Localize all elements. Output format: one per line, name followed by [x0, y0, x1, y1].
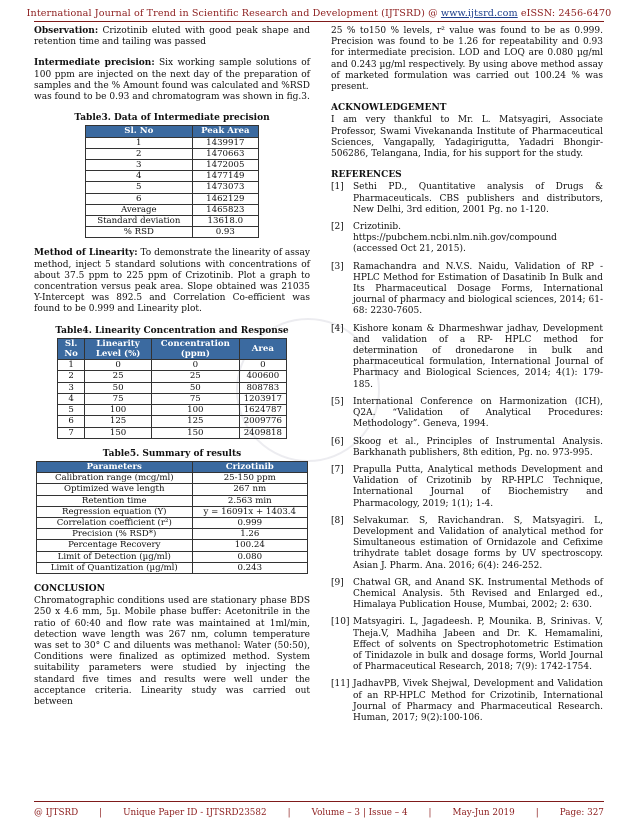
table-row [58, 416, 287, 427]
table-row [37, 484, 308, 495]
left-column [34, 26, 310, 718]
table-cell: 0 [151, 360, 239, 371]
table-cell: 1 [86, 137, 193, 148]
table-row [86, 148, 259, 159]
table4-header-level: Linearity Level (%) [85, 338, 152, 359]
reference-text: International Conference on Harmonization (ICH), Q2A. “Validation of Analytical Procedures: Methodology”. Geneva, 1994. [353, 396, 603, 430]
table-cell: 75 [151, 393, 239, 404]
right-column [331, 26, 603, 730]
journal-title: International Journal of Trend in Scientific Research and Development (IJTSRD) @ [26, 8, 438, 19]
table-cell: 75 [85, 393, 152, 404]
table-cell: Correlation coefficient (r²) [37, 517, 193, 528]
table-cell: Retention time [37, 495, 193, 506]
reference-text: Kishore konam & Dharmeshwar jadhav, Development and validation of a RP- HPLC method for determination of dronedarone in bulk and pharmaceutical formulation, International Journal of Pharmacy and Biological Sciences, 2014; 4(1): 179-185. [353, 323, 603, 390]
table-cell: 0.080 [192, 551, 307, 562]
conclusion-text: Chromatographic conditions used are stationary phase BDS 250 x 4.6 mm, 5µ. Mobile phase buffer: Acetonitrile in the ratio of 60:40 and flow rate was maintained at 1ml/min, detection wave length was 267 nm, column temperature was set to 30° C and diluents was methanol: Water (50:50), Conditions were finalized as optimized method. System suitability parameters were studied by injecting the standard five times and results were well under the acceptance criteria. Linearity study was carried out between [34, 596, 310, 707]
table-cell: 125 [151, 416, 239, 427]
table5-header-crizotinib: Crizotinib [192, 461, 307, 472]
references-heading: REFERENCES [331, 170, 402, 181]
table-row [58, 405, 287, 416]
table-row [37, 473, 308, 484]
table-row [58, 427, 287, 438]
table-row [58, 371, 287, 382]
table-row [86, 171, 259, 182]
reference-number: [9] [331, 577, 344, 588]
reference-number: [8] [331, 515, 344, 526]
table5 [36, 461, 308, 574]
table-cell: 125 [85, 416, 152, 427]
linearity-paragraph [34, 248, 310, 315]
table-row [37, 562, 308, 573]
conclusion-heading: CONCLUSION [34, 583, 105, 594]
table-row [37, 540, 308, 551]
reference-number: [10] [331, 617, 350, 628]
reference-number: [5] [331, 396, 344, 407]
table-cell: 100 [85, 405, 152, 416]
table-cell: Limit of Detection (µg/ml) [37, 551, 193, 562]
table3-header-area: Peak Area [192, 126, 258, 137]
footer-sep: | [428, 808, 432, 818]
table-cell: 5 [86, 182, 193, 193]
intermediate-paragraph [34, 58, 310, 103]
table-cell: 6 [86, 193, 193, 204]
journal-issn: eISSN: 2456-6470 [520, 8, 612, 19]
table-row [37, 517, 308, 528]
table-row [86, 160, 259, 171]
table-cell: 2409818 [239, 427, 286, 438]
reference-item [331, 465, 603, 510]
reference-list [331, 182, 603, 724]
reference-number: [11] [331, 679, 350, 690]
table-row [37, 495, 308, 506]
table-cell: Percentage Recovery [37, 540, 193, 551]
conclusion-continued: 25 % to150 % levels, r² value was found to be as 0.999. Precision was found to be 1.26 for repeatability and 0.93 for intermediate precision. LOD and LOQ are 0.080 µg/ml and 0.243 µg/ml respectively. By using above method assay of marketed formulation was carried out 100.24 % was present. [331, 26, 603, 93]
table-row [86, 216, 259, 227]
table-cell: 25 [85, 371, 152, 382]
footer-sep: | [99, 808, 103, 818]
footer-sep: | [287, 808, 291, 818]
table3 [85, 125, 259, 238]
table-row [86, 182, 259, 193]
table-cell: 1439917 [192, 137, 258, 148]
table-row [58, 360, 287, 371]
table-cell: Standard deviation [86, 216, 193, 227]
table-cell: Calibration range (mcg/ml) [37, 473, 193, 484]
table-cell: 4 [58, 393, 85, 404]
table3-header-slno: Sl. No [86, 126, 193, 137]
footer-volume: Volume – 3 | Issue – 4 [311, 808, 408, 818]
reference-number: [7] [331, 464, 344, 475]
journal-link[interactable]: www.ijtsrd.com [440, 8, 518, 19]
table-cell: 0 [239, 360, 286, 371]
table-cell: 3 [86, 160, 193, 171]
reference-item [331, 397, 603, 431]
table-cell: 1477149 [192, 171, 258, 182]
table-cell: 100.24 [192, 540, 307, 551]
footer-site: @ IJTSRD [34, 808, 79, 818]
table3-caption: Table3. Data of Intermediate precision [74, 113, 270, 124]
table5-header-parameters: Parameters [37, 461, 193, 472]
table-cell: 267 nm [192, 484, 307, 495]
observation-text: Crizotinib eluted with good peak shape and retention time and tailing was passed [34, 26, 310, 48]
table-cell: 2009776 [239, 416, 286, 427]
reference-text: JadhavPB, Vivek Shejwal, Development and Validation of an RP-HPLC Method for Crizotinib, International Journal of Pharmacy and Pharmaceutical Research. Human, 2017; 9(2):100-106. [353, 679, 603, 723]
table-row [37, 551, 308, 562]
table-cell: 1472005 [192, 160, 258, 171]
table-cell: % RSD [86, 227, 193, 238]
reference-item [331, 679, 603, 724]
footer-date: May-Jun 2019 [452, 808, 515, 818]
reference-item [331, 516, 603, 572]
reference-number: [1] [331, 182, 344, 193]
table-cell: 1624787 [239, 405, 286, 416]
table-cell: 0.93 [192, 227, 258, 238]
observation-paragraph [34, 26, 310, 48]
header-rule [34, 21, 604, 22]
acknowledgement-heading: ACKNOWLEDGEMENT [331, 103, 447, 114]
reference-item [331, 262, 603, 318]
table-cell: 2 [86, 148, 193, 159]
table-row [86, 137, 259, 148]
table-cell: Optimized wave length [37, 484, 193, 495]
reference-item [331, 182, 603, 216]
reference-text: Skoog et al., Principles of Instrumental Analysis. Barkhanath publishers, 8th edition, Pg. no. 973-995. [353, 436, 603, 458]
reference-text: Chatwal GR, and Anand SK. Instrumental Methods of Chemical Analysis. 5th Revised and Enlarged ed., Himalaya Publication House, Mumbai, 2002; 2: 630. [353, 577, 603, 611]
table-cell: 50 [85, 382, 152, 393]
reference-text: Crizotinib. https://pubchem.ncbi.nlm.nih.gov/compound (accessed Oct 21, 2015). [353, 222, 557, 255]
reference-text: Ramachandra and N.V.S. Naidu, Validation of RP -HPLC Method for Estimation of Dasatinib In Bulk and Its Pharmaceutical Dosage Forms, International journal of pharmacy and biological sciences, 2014; 61-68: 2230-7605. [353, 261, 603, 317]
table-row [37, 506, 308, 517]
reference-item [331, 578, 603, 612]
linearity-label: Method of Linearity: [34, 248, 138, 259]
table-cell: 50 [151, 382, 239, 393]
table-cell: 0.999 [192, 517, 307, 528]
table-cell: 2.563 min [192, 495, 307, 506]
table-cell: 100 [151, 405, 239, 416]
journal-header [0, 8, 638, 19]
table-row [86, 204, 259, 215]
table-row [37, 529, 308, 540]
reference-number: [6] [331, 436, 344, 447]
table-cell: Precision (% RSD*) [37, 529, 193, 540]
reference-item [331, 324, 603, 391]
table-cell: Limit of Quantization (µg/ml) [37, 562, 193, 573]
table-cell: 400600 [239, 371, 286, 382]
footer-page: Page: 327 [559, 808, 604, 818]
intermediate-label: Intermediate precision: [34, 58, 155, 69]
table-cell: 6 [58, 416, 85, 427]
table-cell: 25-150 ppm [192, 473, 307, 484]
table-row [86, 193, 259, 204]
table-cell: y = 16091x + 1403.4 [192, 506, 307, 517]
reference-text: Sethi PD., Quantitative analysis of Drugs & Pharmaceuticals. CBS publishers and distributors, New Delhi, 3rd edition, 2001 Pg. no 1-120. [353, 182, 603, 215]
table-cell: 1203917 [239, 393, 286, 404]
table-cell: 1470663 [192, 148, 258, 159]
table-cell: 0.243 [192, 562, 307, 573]
reference-item [331, 437, 603, 459]
intermediate-text: Six working sample solutions of 100 ppm are injected on the next day of the preparation of samples and the % Amount found was calculated and %RSD was found to be 0.93 and chromatogram was shown in fig.3. [34, 58, 310, 103]
linearity-text: To demonstrate the linearity of assay method, inject 5 standard solutions with concentrations of about 37.5 ppm to 225 ppm of Crizotinib. Plot a graph to concentration versus peak area. Slope obtained was 21035 Y-Intercept was 892.5 and Correlation Co-efficient was found to be 0.999 and Linearity plot. [34, 248, 310, 315]
table-cell: Average [86, 204, 193, 215]
table-cell: 808783 [239, 382, 286, 393]
table-cell: 3 [58, 382, 85, 393]
reference-text: Matsyagiri. L, Jagadeesh. P, Mounika. B, Srinivas. V, Theja.V, Madhiha Jabeen and Dr. K. Hemamalini, Effect of solvents on Spectrophotometric Estimation of Tinidazole in bulk and dosage forms, World Journal of Pharmaceutical Research, 2018; 7(9): 1742-1754. [353, 617, 603, 673]
table-cell: 150 [85, 427, 152, 438]
table-cell: 7 [58, 427, 85, 438]
table-cell: 1 [58, 360, 85, 371]
table-cell: 25 [151, 371, 239, 382]
table-cell: 13618.0 [192, 216, 258, 227]
table4-header-area: Area [239, 338, 286, 359]
page-footer [34, 808, 604, 818]
footer-rule [34, 801, 604, 802]
reference-number: [2] [331, 222, 344, 233]
table-cell: 4 [86, 171, 193, 182]
table-cell: 150 [151, 427, 239, 438]
table4-header-slno: Sl. No [58, 338, 85, 359]
table5-caption: Table5. Summary of results [102, 448, 242, 459]
table-cell: 2 [58, 371, 85, 382]
reference-text: Selvakumar. S, Ravichandran. S, Matsyagiri. L, Development and Validation of analytical method for Simultaneous estimation of Ornidazole and Cefixime trihydrate tablet dosage forms by UV spectroscopy. Asian J. Pharm. Ana. 2016; 6(4): 246-252. [353, 515, 603, 571]
table-cell: 1465823 [192, 204, 258, 215]
table-cell: 1.26 [192, 529, 307, 540]
table-cell: 0 [85, 360, 152, 371]
table4 [57, 338, 287, 439]
reference-number: [3] [331, 261, 344, 272]
reference-number: [4] [331, 323, 344, 334]
observation-label: Observation: [34, 26, 99, 36]
table-cell: 1462129 [192, 193, 258, 204]
reference-item [331, 617, 603, 673]
table-row [58, 382, 287, 393]
table4-caption: Table4. Linearity Concentration and Response [55, 325, 289, 336]
table-row [86, 227, 259, 238]
reference-item [331, 222, 603, 256]
table-row [58, 393, 287, 404]
footer-sep: | [535, 808, 539, 818]
table4-header-concentration: Concentration (ppm) [151, 338, 239, 359]
table-cell: Regression equation (Y) [37, 506, 193, 517]
table-cell: 1473073 [192, 182, 258, 193]
footer-paper-id: Unique Paper ID - IJTSRD23582 [123, 808, 267, 818]
table-cell: 5 [58, 405, 85, 416]
acknowledgement-text: I am very thankful to Mr. L. Matsyagiri, Associate Professor, Swami Vivekananda Institute of Pharmaceutical Sciences, Vangapally, Yadagirigutta, Yadadri Bhongir-506286, Telangana, India, for his support for the study. [331, 115, 603, 160]
reference-text: Prapulla Putta, Analytical methods Development and Validation of Crizotinib by RP-HPLC Technique, International Journal of Biochemistry and Pharmacology, 2019; 1(1); 1-4. [353, 464, 603, 509]
